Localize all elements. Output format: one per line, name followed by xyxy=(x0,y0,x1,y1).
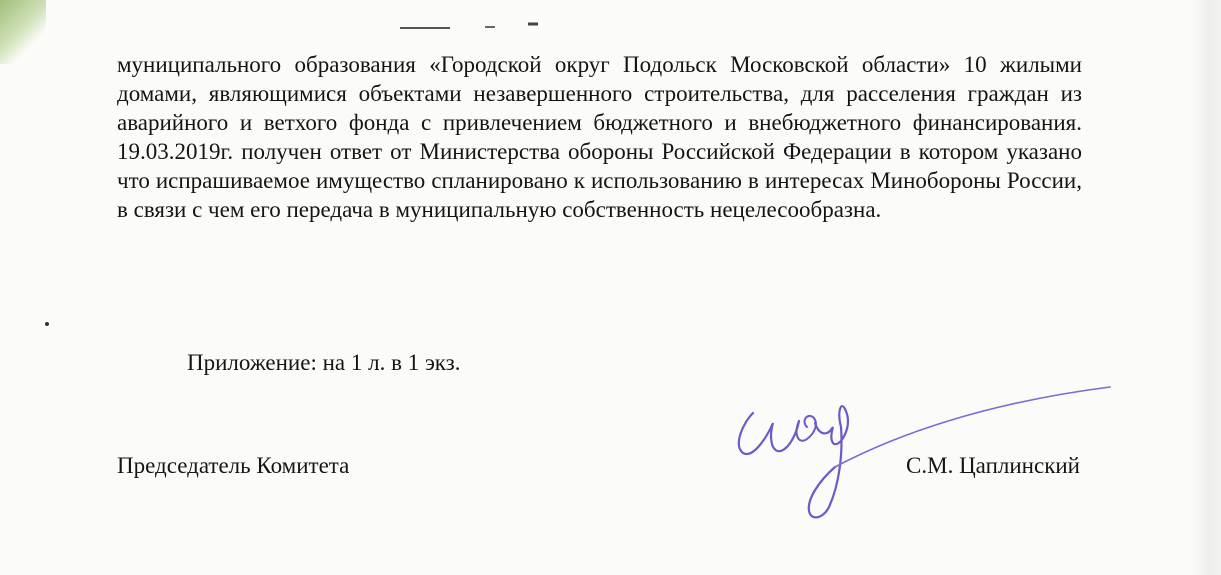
signer-name: С.М. Цаплинский xyxy=(906,453,1080,478)
scan-marks xyxy=(400,18,560,34)
signer-title: Председатель Комитета xyxy=(117,453,350,478)
page-corner-fold xyxy=(0,0,46,64)
attachment-note: Приложение: на 1 л. в 1 экз. xyxy=(187,350,461,375)
scan-dot xyxy=(45,322,49,326)
letter-paragraph: муниципального образования «Городской округ Подольск Московской области» 10 жилыми домами, являющимися объектами незавершенного строительства, для расселения граждан из аварийного и ветхого фонда с привлечением бюджетного и внебюджетного финансирования. 19.03.2019г. получен ответ от Министерства обороны Российской Федерации в котором указано что испрашиваемое имущество спланировано к использованию в интересах Минобороны России, в связи с чем его передача в муниципальную собственность нецелесообразна. xyxy=(117,52,1082,222)
page-edge-shadow xyxy=(1191,0,1221,575)
letter-body xyxy=(117,50,1082,224)
